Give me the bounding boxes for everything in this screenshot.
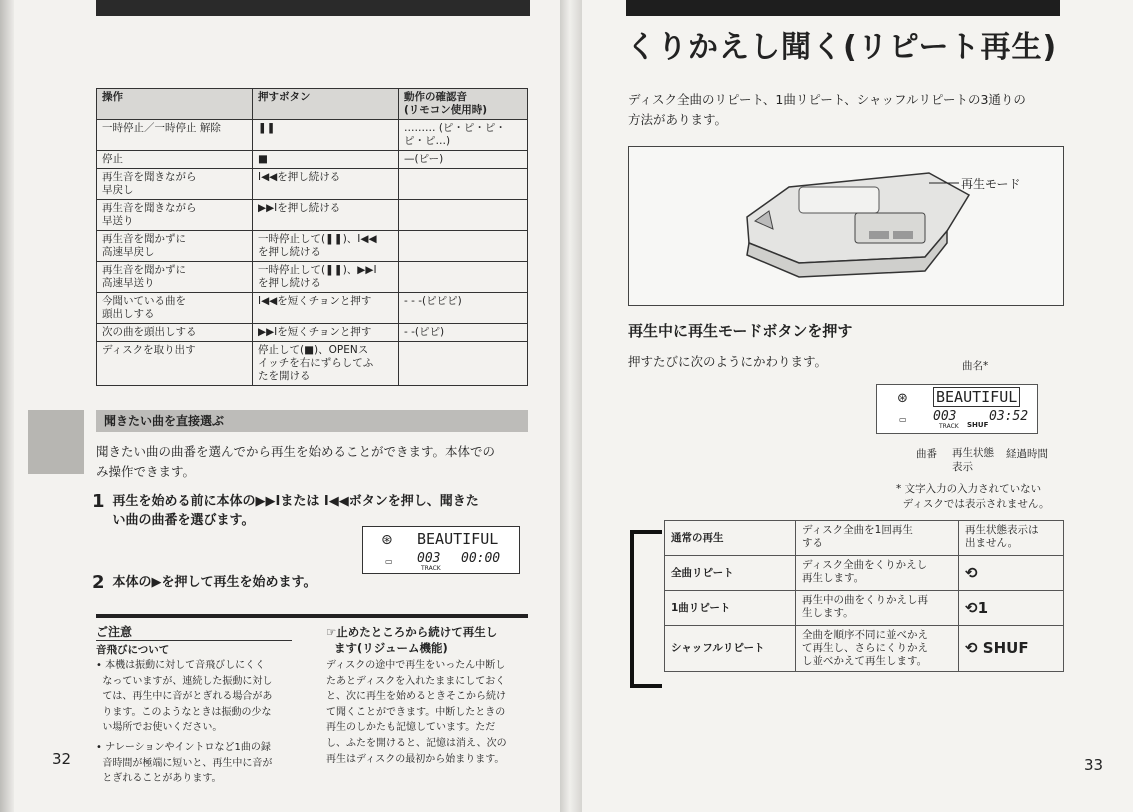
table-cell: 再生音を聞きながら 早送り [97, 200, 253, 231]
header-bar [626, 0, 1060, 16]
lcd-track: 003 [933, 409, 957, 424]
table-header-cell: 動作の確認音 (リモコン使用時) [399, 89, 528, 120]
intro-text: 聞きたい曲の曲番を選んでから再生を始めることができます。本体での み操作できます。 [96, 444, 496, 479]
mode-name: 1曲リピート [665, 591, 796, 626]
intro-text: ディスク全曲のリピート、1曲リピート、シャッフルリピートの3通りの 方法があります。 [628, 92, 1026, 127]
table-cell: ■ [253, 151, 399, 169]
repeat-mode-table [664, 520, 1064, 672]
mode-desc: 全曲を順序不同に並べかえ て再生し、さらにくりかえ し並べかえて再生します。 [796, 626, 959, 672]
page-number: 32 [52, 750, 72, 768]
lcd-track-label: TRACK [939, 423, 959, 430]
mode-desc: ディスク全曲を1回再生 する [796, 521, 959, 556]
table-cell: 一時停止／一時停止 解除 [97, 120, 253, 151]
subheading: 再生中に再生モードボタンを押す [628, 322, 853, 340]
table-header-cell: 操作 [97, 89, 253, 120]
table-cell: ディスクを取り出す [97, 342, 253, 386]
table-cell [399, 231, 528, 262]
callout-mode-label: 再生モード [961, 177, 1021, 191]
table-row [97, 262, 528, 293]
table-row [97, 293, 528, 324]
section-tab [28, 410, 84, 474]
note-bullet: • 本機は振動に対して音飛びしにくく なっていますが、連続した振動に対し ては、再生中に音がとぎれる場合があ ります。このようなときは振動の少な い場所でお使いください。 [96, 660, 273, 734]
lcd-title: BEAUTIFUL [417, 530, 499, 548]
step-text: 再生を始める前に本体の▶▶Iまたは I◀◀ボタンを押し、聞きた い曲の曲番を選びます。 [112, 494, 479, 528]
disc-icon: ⊛ [897, 391, 908, 406]
table-cell [399, 342, 528, 386]
battery-icon: ▭ [385, 557, 393, 566]
table-cell: 再生音を聞きながら 早戻し [97, 169, 253, 200]
table-row [97, 200, 528, 231]
press-text: 押すたびに次のようにかわります。 [628, 354, 828, 369]
table-row [97, 342, 528, 386]
table-cell: - -(ピピ) [399, 324, 528, 342]
header-bar [96, 0, 530, 16]
mode-desc: ディスク全曲をくりかえし 再生します。 [796, 556, 959, 591]
lcd-track-label: TRACK [421, 565, 441, 572]
mode-indicator: 再生状態表示は 出ません。 [959, 521, 1064, 556]
mode-indicator: ⟲ [959, 556, 1064, 591]
lcd-time: 00:00 [461, 551, 501, 566]
mode-row [665, 626, 1064, 672]
mode-name: 全曲リピート [665, 556, 796, 591]
table-cell: ▶▶Iを押し続ける [253, 200, 399, 231]
lcd-title: BEAUTIFUL [933, 387, 1020, 407]
table-cell: 再生音を聞かずに 高速早送り [97, 262, 253, 293]
song-name-label: 曲名* [962, 360, 989, 372]
operation-table [96, 88, 528, 386]
table-cell [399, 262, 528, 293]
table-row [97, 324, 528, 342]
mode-indicator: ⟲1 [959, 591, 1064, 626]
table-cell: - - -(ピピピ) [399, 293, 528, 324]
lcd-label-time: 経過時間 [1006, 448, 1048, 460]
step-number: 1 [92, 491, 105, 512]
resume-text: ディスクの途中で再生をいったん中断し たあとディスクを入れたままにしておく と、次に再生を始めるときそこから続け て聞くことができます。中断したときの 再生のしかたも記憶しています。ただ し、ふたを開けると、記憶は消え、次の 再生はディスクの最初から始まります。 [326, 660, 507, 765]
note-heading: ご注意 [96, 624, 292, 641]
lcd-display [876, 384, 1038, 434]
resume-heading: ☞止めたところから続けて再生し ます(リジューム機能) [326, 625, 498, 655]
table-cell: I◀◀を押し続ける [253, 169, 399, 200]
lcd-time: 03:52 [989, 409, 1029, 424]
lcd-display [362, 526, 520, 574]
page-edge [0, 0, 14, 812]
minidisc-player-drawing [629, 147, 1063, 305]
table-cell: 一時停止して(❚❚)、I◀◀ を押し続ける [253, 231, 399, 262]
lcd-label-track: 曲番 [916, 448, 937, 460]
table-cell [399, 200, 528, 231]
step-number: 2 [92, 572, 105, 593]
table-cell: 停止して(■)、OPENス イッチを右にずらしてふ たを開ける [253, 342, 399, 386]
mode-row [665, 521, 1064, 556]
table-cell: 次の曲を頭出しする [97, 324, 253, 342]
table-row [97, 151, 528, 169]
table-cell: 今聞いている曲を 頭出しする [97, 293, 253, 324]
battery-icon: ▭ [899, 415, 907, 424]
page-number: 33 [1084, 756, 1104, 774]
lcd-shuf-label: SHUF [967, 421, 989, 429]
repeat-loop-arrow [630, 530, 662, 688]
table-cell [399, 169, 528, 200]
footnote: * 文字入力の入力されていない ディスクでは表示されません。 [896, 483, 1050, 510]
note-bullet: • ナレーションやイントロなど1曲の録 音時間が極端に短いと、再生中に音が とぎれることがあります。 [96, 742, 273, 785]
table-cell: 一時停止して(❚❚)、▶▶I を押し続ける [253, 262, 399, 293]
table-cell: 停止 [97, 151, 253, 169]
table-cell: ……… (ピ・ピ・ピ・ピ・ピ…) [399, 120, 528, 151]
right-page [566, 0, 1133, 812]
book-gutter [560, 0, 582, 812]
mode-name: シャッフルリピート [665, 626, 796, 672]
divider [96, 614, 528, 618]
mode-row [665, 591, 1064, 626]
page-title: くりかえし聞く(リピート再生) [626, 30, 1058, 65]
table-row [97, 169, 528, 200]
table-cell: I◀◀を短くチョンと押す [253, 293, 399, 324]
mode-indicator: ⟲ SHUF [959, 626, 1064, 672]
mode-name: 通常の再生 [665, 521, 796, 556]
mode-desc: 再生中の曲をくりかえし再 生します。 [796, 591, 959, 626]
mode-row [665, 556, 1064, 591]
table-cell: 再生音を聞かずに 高速早戻し [97, 231, 253, 262]
disc-icon: ⊛ [381, 532, 393, 548]
device-illustration [628, 146, 1064, 306]
step-text: 本体の▶を押して再生を始めます。 [112, 575, 317, 590]
table-header-row [97, 89, 528, 120]
lcd-track: 003 [417, 551, 441, 566]
table-row [97, 231, 528, 262]
table-header-cell: 押すボタン [253, 89, 399, 120]
left-page [0, 0, 566, 812]
table-cell: —(ピー) [399, 151, 528, 169]
lcd-label-state: 再生状態 表示 [952, 447, 994, 473]
note-subheading: 音飛びについて [96, 644, 170, 656]
table-cell: ▶▶Iを短くチョンと押す [253, 324, 399, 342]
table-row [97, 120, 528, 151]
table-cell: ❚❚ [253, 120, 399, 151]
step-1 [92, 492, 532, 530]
section-title: 聞きたい曲を直接選ぶ [96, 410, 528, 432]
step-2 [92, 573, 532, 592]
